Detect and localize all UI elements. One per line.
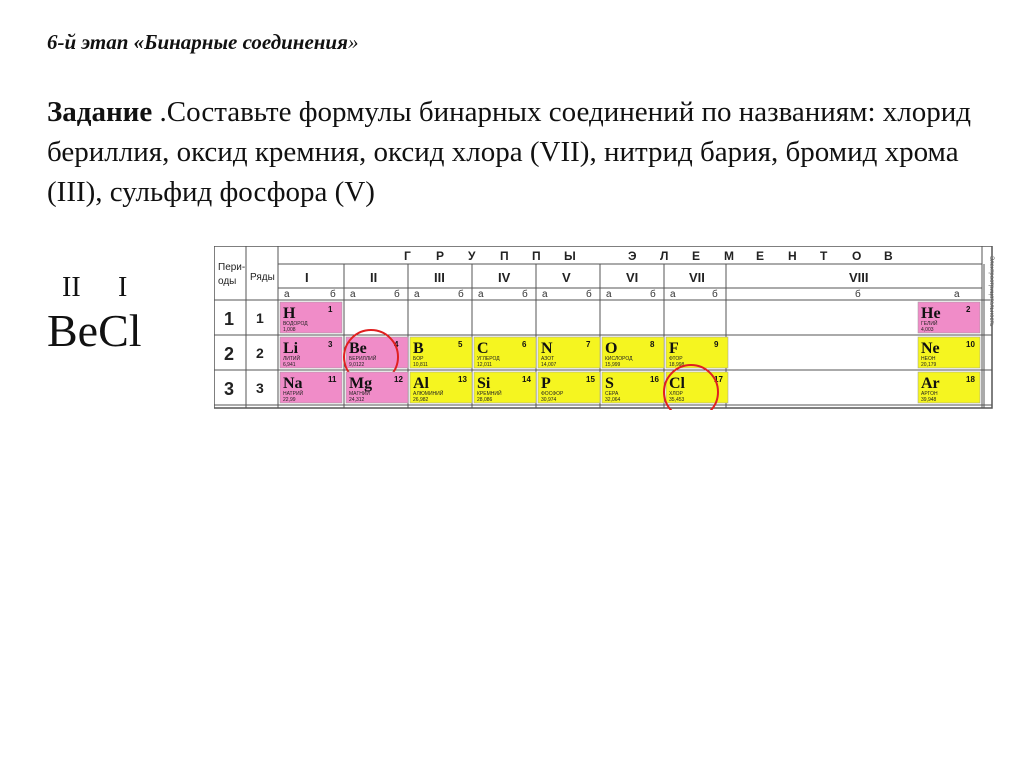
element-number: 17 (714, 375, 723, 384)
element-symbol: O (605, 340, 618, 357)
element-symbol: Be (349, 340, 367, 357)
group-label: II (370, 270, 378, 285)
groups-title-letter: Ы (564, 249, 576, 263)
groups-title-letter: Э (628, 249, 637, 263)
group-label: IV (498, 270, 511, 285)
element-mass: 6,941 (283, 362, 296, 368)
element-mass: 10,811 (413, 362, 428, 368)
group-label: I (305, 270, 309, 285)
element-name: УГЛЕРОД (477, 356, 500, 362)
groups-title-letter: Р (436, 249, 445, 263)
subgroup-b: б (586, 289, 592, 300)
subgroup-a: а (414, 289, 420, 300)
element-symbol: Mg (349, 375, 373, 392)
element-number: 9 (714, 340, 719, 349)
element-number: 5 (458, 340, 463, 349)
element-mass: 14,007 (541, 362, 557, 368)
subgroup-a: а (542, 289, 548, 300)
col-rows-label: Ряды (250, 272, 275, 283)
period-number: 1 (224, 309, 235, 329)
element-symbol: He (921, 305, 941, 322)
element-name: ХЛОР (669, 391, 683, 397)
element-name: ФТОР (669, 356, 683, 362)
groups-title-letter: М (724, 249, 734, 263)
groups-title-letter: Е (756, 249, 765, 263)
formula-answer: BeCl (47, 305, 142, 356)
col-periods-label-2: оды (218, 276, 237, 287)
groups-title-letter: Г (404, 249, 411, 263)
element-name: ЛИТИЙ (283, 356, 301, 362)
element-name: БЕРИЛЛИЙ (349, 356, 377, 362)
subgroup-a: а (478, 289, 484, 300)
element-symbol: P (541, 375, 551, 392)
element-mass: 20,179 (921, 362, 937, 368)
subgroup-b: б (855, 289, 861, 300)
element-mass: 9,0122 (349, 362, 365, 368)
subgroup-a: а (954, 289, 960, 300)
element-name: БОР (413, 356, 424, 362)
row-number: 2 (256, 345, 264, 361)
groups-title-letter: П (532, 249, 541, 263)
valence-beryllium: II (62, 272, 81, 303)
element-symbol: Na (283, 375, 303, 392)
task-text: .Составьте формулы бинарных соединений по названиям: хлорид бериллия, оксид кремния, оксид хлора (VII), нитрид бария, бромид хрома (III), сульфид фосфора (V) (47, 96, 972, 208)
element-mass: 4,003 (921, 327, 934, 333)
groups-title-letter: П (500, 249, 509, 263)
row-number: 3 (256, 380, 264, 396)
element-name: ГЕЛИЙ (921, 321, 938, 327)
element-symbol: F (669, 340, 679, 357)
group-label: VI (626, 270, 639, 285)
element-name: СЕРА (605, 391, 619, 397)
element-symbol: S (605, 375, 614, 392)
groups-title-letter: Л (660, 249, 669, 263)
subgroup-b: б (330, 289, 336, 300)
stage-title (47, 30, 358, 55)
element-mass: 30,974 (541, 397, 557, 403)
periodic-table (214, 246, 1004, 410)
periodic-table-graphic (214, 246, 1004, 410)
element-number: 7 (586, 340, 591, 349)
element-mass: 32,064 (605, 397, 621, 403)
subgroup-a: а (350, 289, 356, 300)
element-mass: 24,312 (349, 397, 365, 403)
element-number: 18 (966, 375, 975, 384)
period-number: 2 (224, 344, 235, 364)
element-number: 15 (586, 375, 595, 384)
element-symbol: H (283, 305, 296, 322)
element-number: 3 (328, 340, 333, 349)
subgroup-b: б (394, 289, 400, 300)
element-name: НАТРИЙ (283, 391, 304, 397)
element-number: 4 (394, 340, 399, 349)
element-symbol: N (541, 340, 553, 357)
task-paragraph (47, 92, 987, 212)
element-name: ФОСФОР (541, 391, 564, 397)
groups-title-letter: О (852, 249, 862, 263)
element-number: 2 (966, 305, 971, 314)
subgroup-a: а (670, 289, 676, 300)
element-name: КИСЛОРОД (605, 356, 633, 362)
element-name: НЕОН (921, 356, 936, 362)
subgroup-b: б (458, 289, 464, 300)
element-number: 1 (328, 305, 333, 314)
groups-title-letter: Е (692, 249, 701, 263)
element-symbol: Cl (669, 375, 685, 392)
element-mass: 15,999 (605, 362, 621, 368)
element-mass: 22,99 (283, 397, 296, 403)
element-name: КРЕМНИЙ (477, 391, 502, 397)
element-mass: 35,453 (669, 397, 685, 403)
stage-title-close: » (347, 30, 359, 54)
element-number: 13 (458, 375, 467, 384)
groups-title-letter: У (468, 249, 476, 263)
subgroup-a: а (284, 289, 290, 300)
group-label: VIII (849, 270, 869, 285)
groups-title-letter: Т (820, 249, 828, 263)
element-mass: 26,982 (413, 397, 429, 403)
element-name: АРГОН (921, 391, 938, 397)
period-number: 3 (224, 379, 235, 399)
element-name: ВОДОРОД (283, 321, 308, 327)
subgroup-a: а (606, 289, 612, 300)
element-number: 8 (650, 340, 655, 349)
subgroup-b: б (712, 289, 718, 300)
element-number: 16 (650, 375, 659, 384)
group-label: III (434, 270, 445, 285)
element-symbol: Ne (921, 340, 940, 357)
subgroup-b: б (522, 289, 528, 300)
element-symbol: Al (413, 375, 429, 392)
element-number: 10 (966, 340, 975, 349)
group-label: VII (689, 270, 705, 285)
subgroup-b: б (650, 289, 656, 300)
element-name: АЗОТ (541, 356, 555, 362)
element-symbol: B (413, 340, 424, 357)
element-mass: 12,011 (477, 362, 492, 368)
element-mass: 1,008 (283, 327, 296, 333)
element-name: АЛЮМИНИЙ (413, 391, 444, 397)
groups-title-letter: Н (788, 249, 797, 263)
element-mass: 18,998 (669, 362, 685, 368)
element-number: 11 (328, 375, 337, 384)
element-symbol: Li (283, 340, 299, 357)
element-name: МАГНИЙ (349, 391, 371, 397)
element-number: 12 (394, 375, 403, 384)
element-symbol: Si (477, 375, 491, 392)
element-number: 6 (522, 340, 527, 349)
element-number: 14 (522, 375, 531, 384)
stage-title-text: 6-й этап «Бинарные соединения (47, 30, 348, 54)
groups-title-letter: В (884, 249, 893, 263)
row-number: 1 (256, 310, 264, 326)
task-label: Задание (47, 96, 153, 128)
element-symbol: C (477, 340, 489, 357)
element-mass: 39,948 (921, 397, 937, 403)
group-label: V (562, 270, 571, 285)
element-mass: 28,086 (477, 397, 493, 403)
side-label: Электроотрицательность (988, 256, 994, 327)
element-symbol: Ar (921, 375, 940, 392)
valence-chlorine: I (118, 272, 128, 303)
col-periods-label: Пери- (218, 262, 246, 273)
